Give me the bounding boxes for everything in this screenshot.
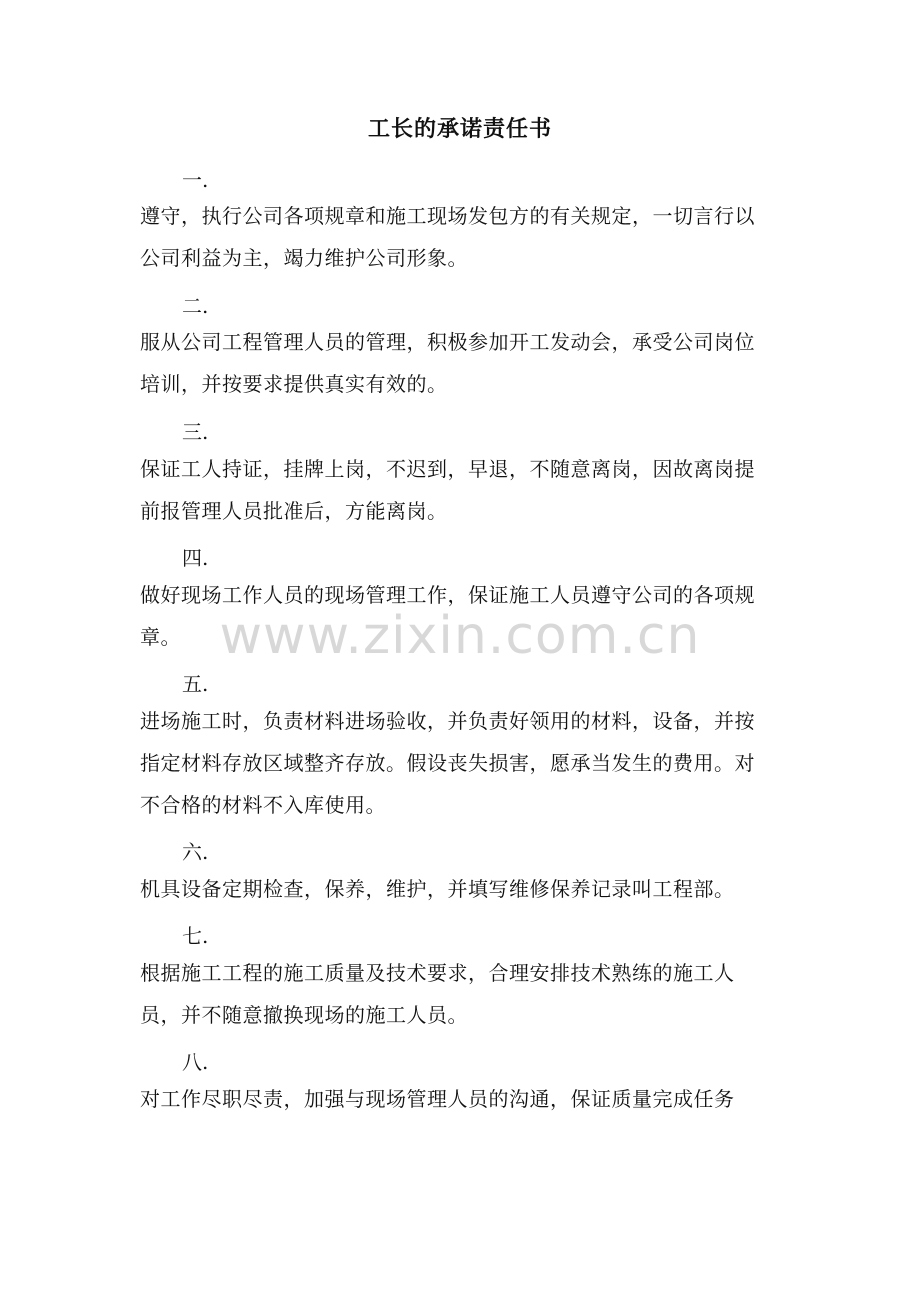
section-paragraph: 遵守，执行公司各项规章和施工现场发包方的有关规定，一切言行以公司利益为主，竭力维护公司形象。 — [140, 204, 755, 270]
document-title: 工长的承诺责任书 — [367, 116, 552, 142]
section-number: 六. — [182, 840, 209, 864]
section-number: 七. — [182, 924, 209, 948]
section-paragraph: 对工作尽职尽责，加强与现场管理人员的沟通，保证质量完成任务 — [140, 1087, 735, 1111]
section-number: 三. — [182, 420, 209, 444]
section-paragraph: 做好现场工作人员的现场管理工作，保证施工人员遵守公司的各项规章。 — [140, 583, 755, 649]
section-number: 一. — [182, 168, 209, 192]
section-paragraph: 机具设备定期检查，保养，维护，并填写维修保养记录叫工程部。 — [140, 877, 735, 901]
section-paragraph: 保证工人持证，挂牌上岗，不迟到，早退，不随意离岗，因故离岗提前报管理人员批准后，方能离岗。 — [140, 457, 755, 523]
section-number: 八. — [182, 1050, 209, 1074]
watermark: www.zixin.com.cn — [219, 606, 701, 666]
section-number: 五. — [182, 672, 209, 696]
section-paragraph: 根据施工工程的施工质量及技术要求，合理安排技术熟练的施工人员，并不随意撤换现场的施工人员。 — [140, 961, 735, 1027]
section-paragraph: 服从公司工程管理人员的管理，积极参加开工发动会，承受公司岗位培训，并按要求提供真实有效的。 — [140, 330, 755, 396]
section-number: 二. — [182, 294, 209, 318]
section-number: 四. — [182, 546, 209, 570]
section-paragraph: 进场施工时，负责材料进场验收，并负责好领用的材料，设备，并按指定材料存放区域整齐存放。假设丧失损害，愿承当发生的费用。对不合格的材料不入库使用。 — [140, 709, 755, 817]
